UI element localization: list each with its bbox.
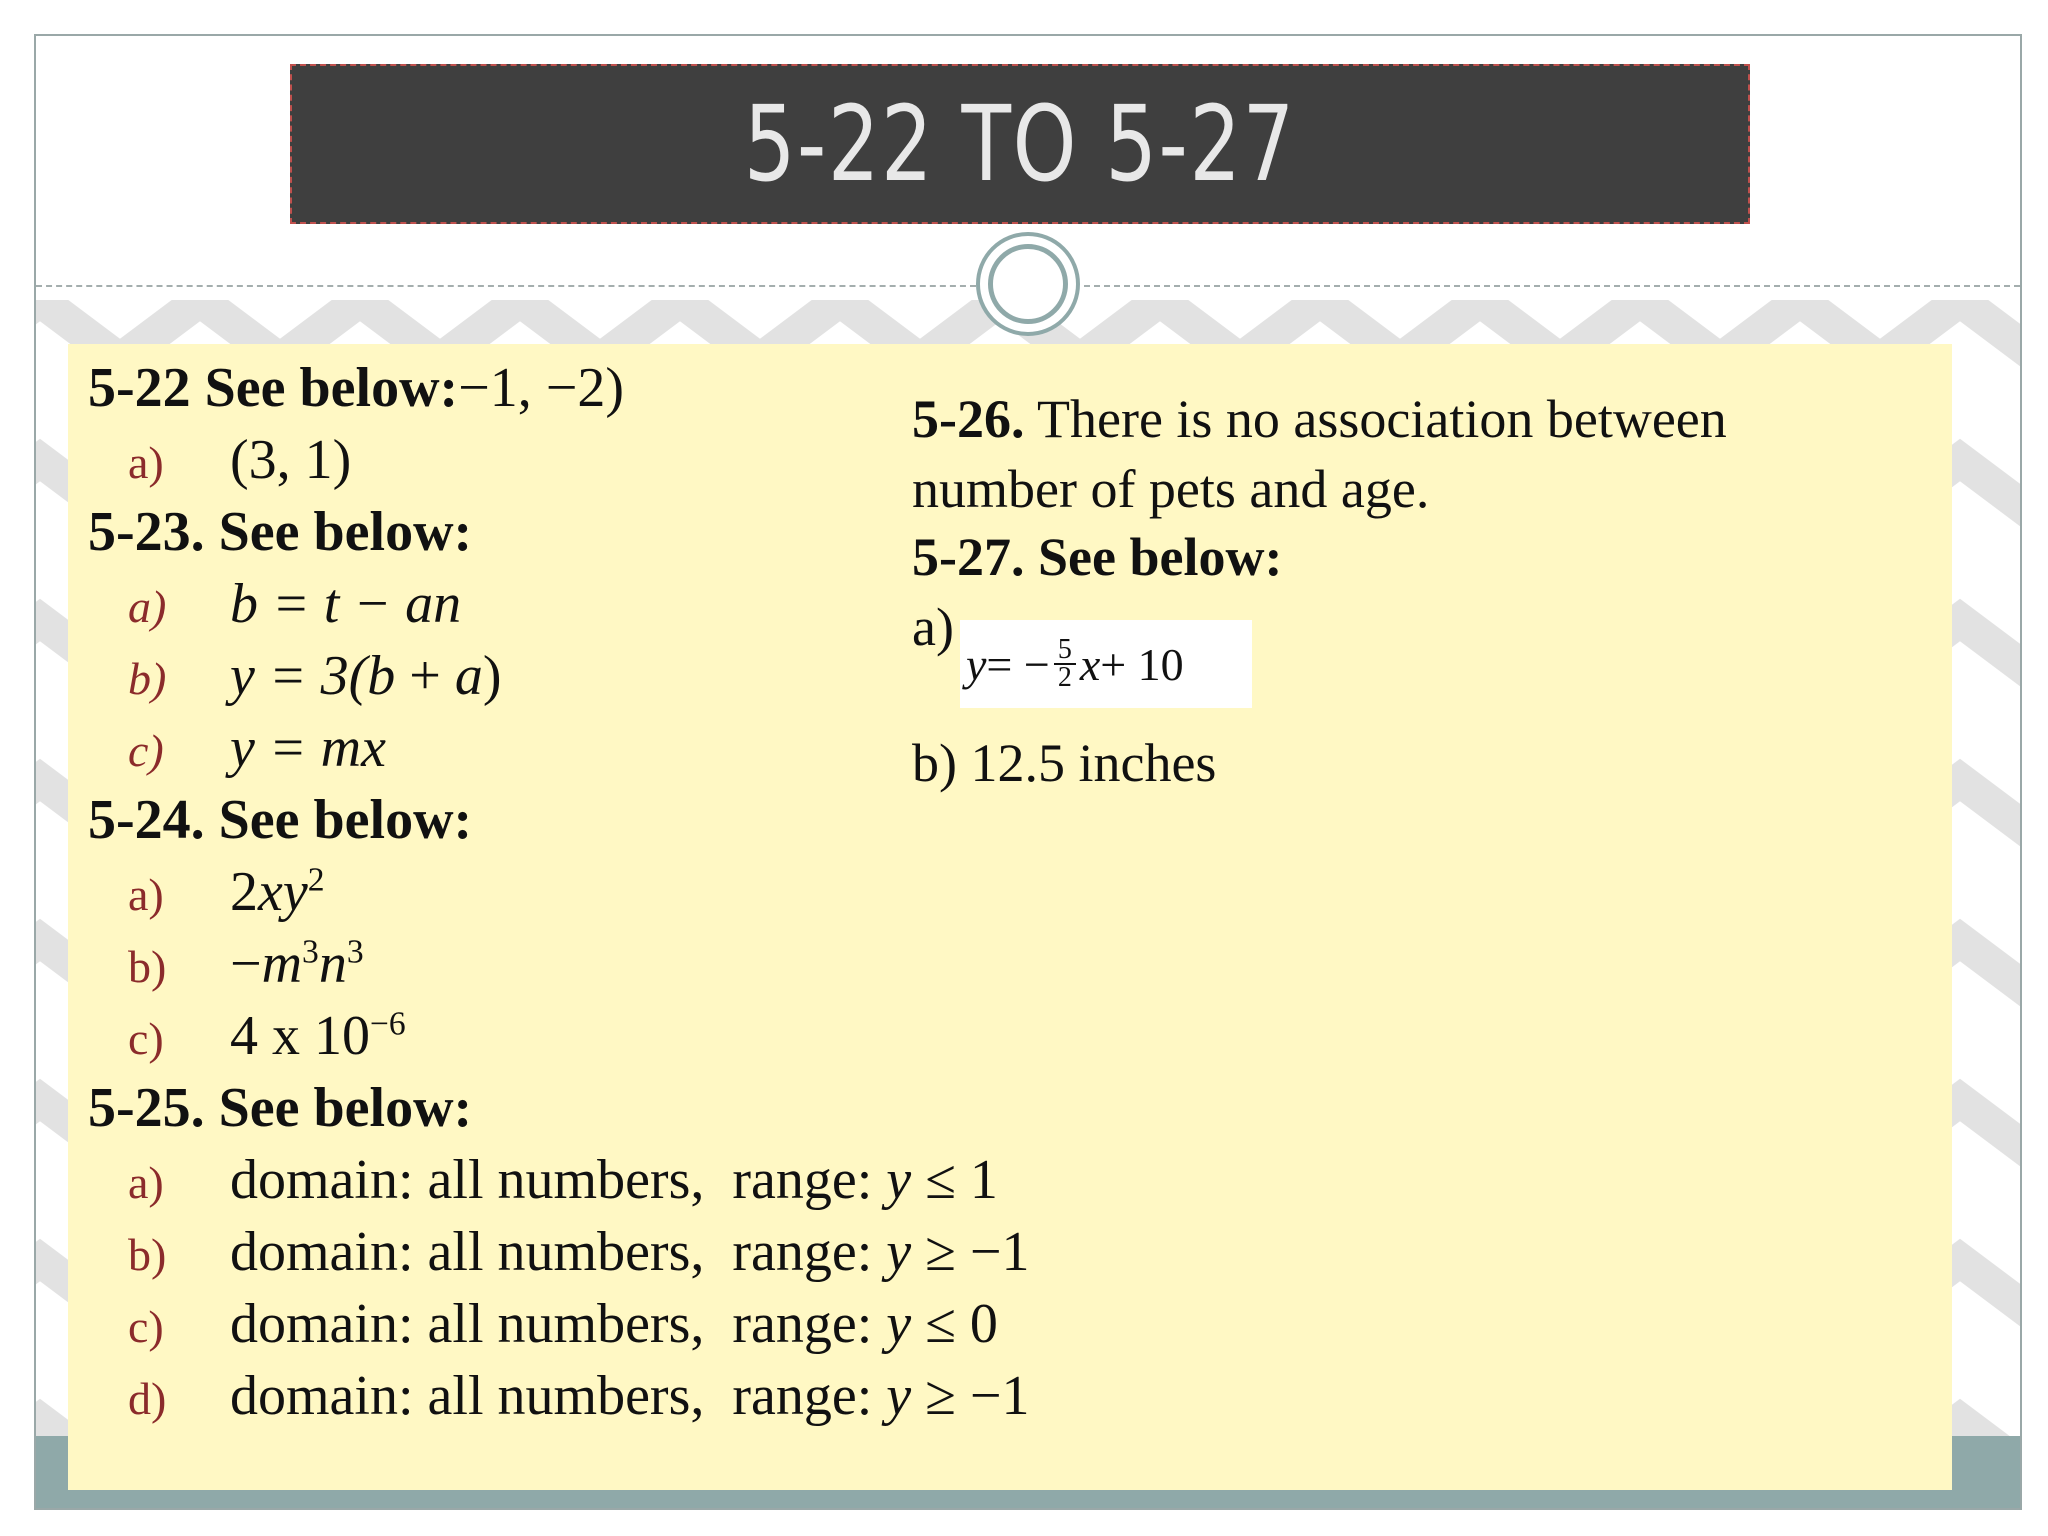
- header-5-22: 5-22 See below:−1, −2): [88, 357, 624, 419]
- answer-5-23-c: c) y = mx: [128, 717, 386, 779]
- title-bar: [290, 64, 1750, 224]
- slide-title: 5-22 TO 5-27: [744, 83, 1296, 205]
- answer-5-25-a: a) domain: all numbers, range: y ≤ 1: [128, 1149, 998, 1211]
- divider-left: [36, 285, 976, 287]
- answer-5-26-line2: number of pets and age.: [912, 459, 1430, 519]
- header-5-23: 5-23. See below:: [88, 501, 473, 563]
- header-5-25: 5-25. See below:: [88, 1077, 473, 1139]
- divider-right: [1084, 285, 2020, 287]
- answer-5-23-a: a) b = t − an: [128, 573, 462, 635]
- answer-5-23-b: b) y = 3(b + a): [128, 645, 502, 707]
- ring-ornament: [976, 232, 1080, 336]
- answer-5-25-b: b) domain: all numbers, range: y ≥ −1: [128, 1221, 1030, 1283]
- answer-5-27-b: b) 12.5 inches: [912, 733, 1217, 793]
- answer-5-22-a: a) (3, 1): [128, 429, 352, 491]
- equation-image: y = − $\frac{5}{2}$ x + 10: [960, 620, 1252, 708]
- answer-5-27-a-label: a): [912, 597, 954, 657]
- header-5-27: 5-27. See below:: [912, 527, 1283, 587]
- answer-5-24-c: c) 4 x $10^{-6}$: [128, 1005, 406, 1067]
- answer-5-24-b: $b) -m^3n^3$: [128, 933, 364, 995]
- answer-5-26-line1: 5-26. There is no association between: [912, 389, 1727, 449]
- answer-5-25-d: d) domain: all numbers, range: y ≥ −1: [128, 1365, 1030, 1427]
- header-5-24: 5-24. See below:: [88, 789, 473, 851]
- answer-5-25-c: c) domain: all numbers, range: y ≤ 0: [128, 1293, 998, 1355]
- answer-5-24-a: a) $2xy^2$: [128, 861, 325, 923]
